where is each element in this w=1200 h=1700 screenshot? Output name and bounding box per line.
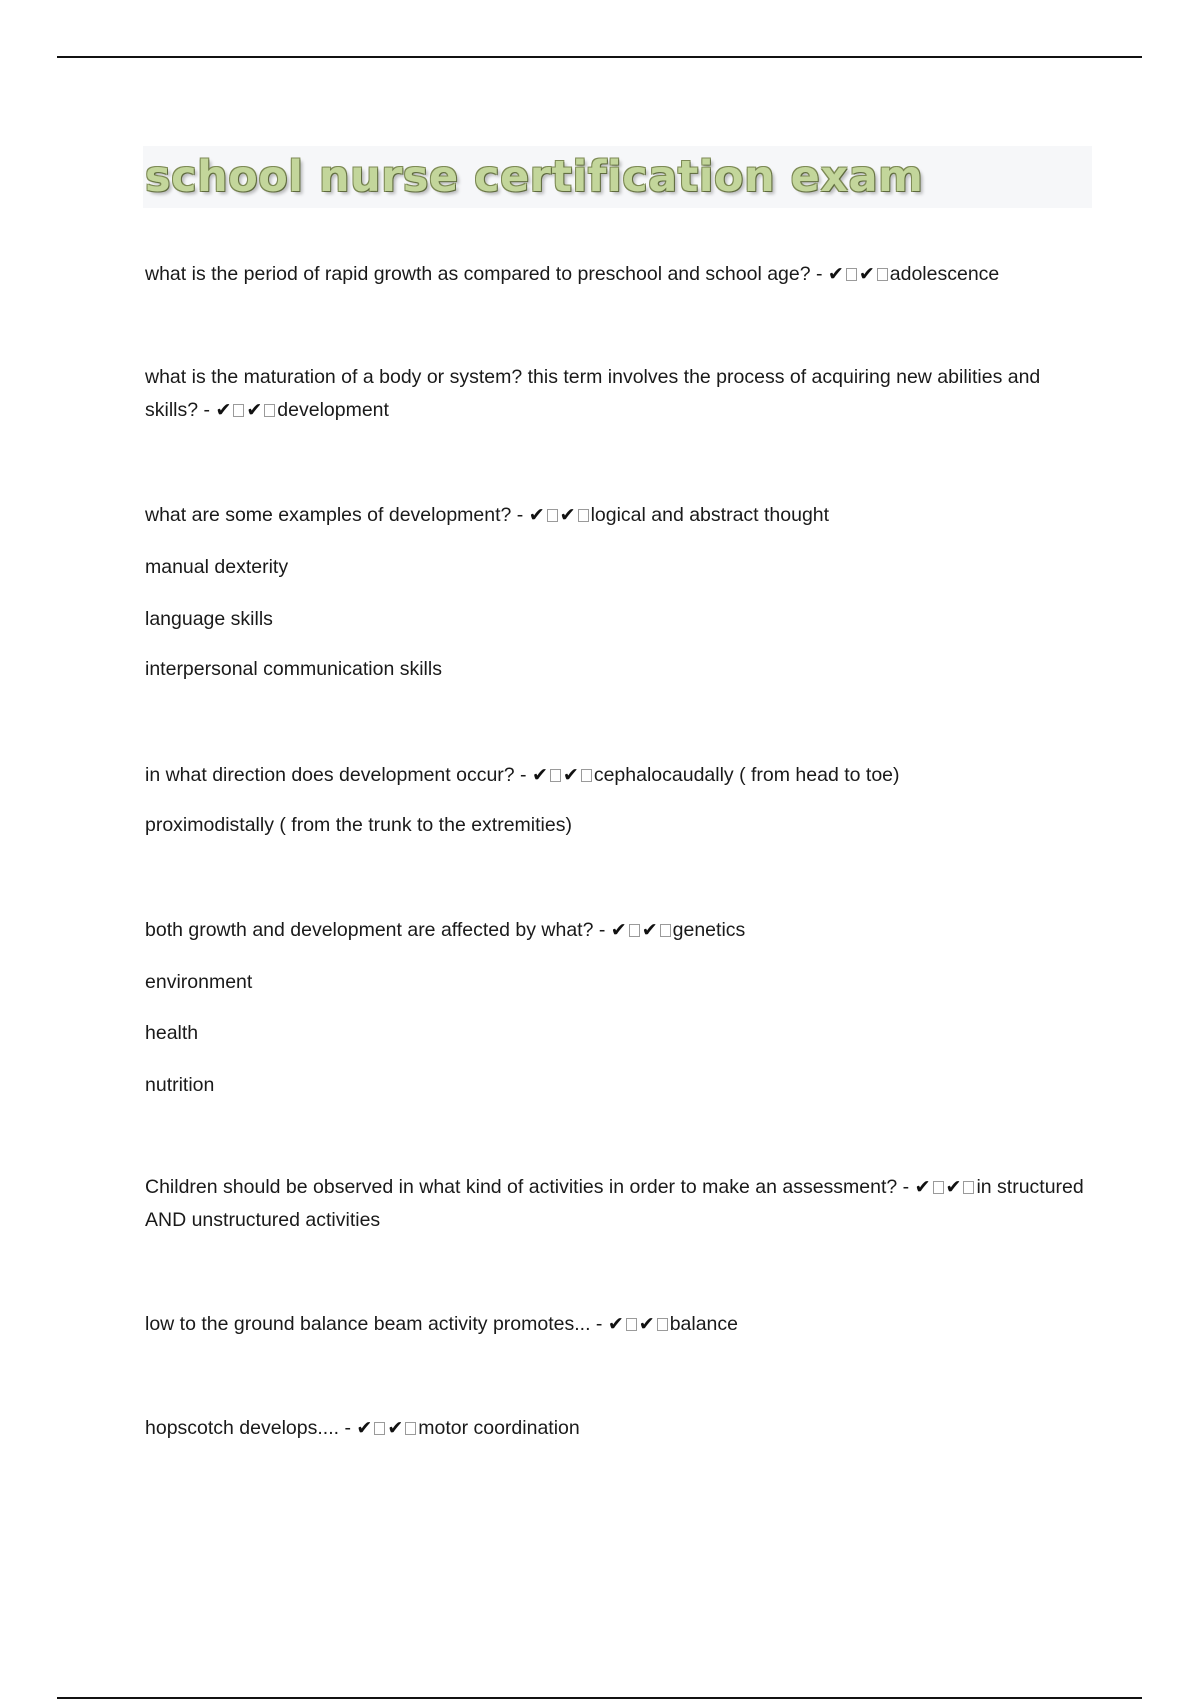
checkmark-icon: ✔ xyxy=(607,1314,624,1335)
question-text: low to the ground balance beam activity promotes... xyxy=(145,1313,591,1335)
document-title: school nurse certification exam xyxy=(145,152,924,202)
question-text: in what direction does development occur? xyxy=(145,764,515,786)
question-text: what is the period of rapid growth as compared to preschool and school age? xyxy=(145,263,811,285)
missing-glyph-box-icon xyxy=(963,1181,974,1194)
checkmark-icon: ✔ xyxy=(638,1314,655,1335)
missing-glyph-box-icon xyxy=(405,1422,416,1435)
checkmark-icon: ✔ xyxy=(559,505,576,526)
checkmark-icon: ✔ xyxy=(356,1418,373,1439)
qa-item: both growth and development are affected by what? - ✔ ✔ genetics xyxy=(145,919,746,941)
page-top-rule xyxy=(57,56,1142,58)
qa-item: what is the period of rapid growth as compared to preschool and school age? - ✔ ✔ adolescence xyxy=(145,263,1000,285)
qa-item: low to the ground balance beam activity promotes... - ✔ ✔ balance xyxy=(145,1313,738,1335)
answer-text: motor coordination xyxy=(418,1417,580,1439)
answer-continuation: nutrition xyxy=(145,1074,215,1096)
answer-continuation: health xyxy=(145,1022,199,1044)
answer-text: development xyxy=(277,399,389,421)
qa-item: in what direction does development occur? - ✔ ✔ cephalocaudally ( from head to toe) xyxy=(145,764,900,786)
answer-text: logical and abstract thought xyxy=(590,504,830,526)
checkmark-icon: ✔ xyxy=(531,765,548,786)
checkmark-icon: ✔ xyxy=(945,1177,962,1198)
checkmark-icon: ✔ xyxy=(641,920,658,941)
answer-text: balance xyxy=(669,1313,738,1335)
checkmark-icon: ✔ xyxy=(858,264,875,285)
answer-text: genetics xyxy=(672,919,746,941)
answer-continuation: environment xyxy=(145,971,253,993)
question-text: both growth and development are affected by what? xyxy=(145,919,594,941)
answer-continuation: proximodistally ( from the trunk to the extremities) xyxy=(145,814,572,836)
question-text: what is the maturation of a body or system? this term involves the process of acquiring new abilities and skills? xyxy=(145,366,1041,421)
checkmark-icon: ✔ xyxy=(914,1177,931,1198)
answer-continuation: language skills xyxy=(145,608,273,630)
answer-text: in structured AND unstructured activities xyxy=(145,1176,1084,1231)
missing-glyph-box-icon xyxy=(374,1422,385,1435)
checkmark-icon: ✔ xyxy=(246,400,263,421)
missing-glyph-box-icon xyxy=(550,769,561,782)
missing-glyph-box-icon xyxy=(846,268,857,281)
checkmark-icon: ✔ xyxy=(562,765,579,786)
title-banner xyxy=(143,146,1092,208)
missing-glyph-box-icon xyxy=(660,924,671,937)
qa-item: hopscotch develops.... - ✔ ✔ motor coordination xyxy=(145,1417,580,1439)
question-text: what are some examples of development? xyxy=(145,504,512,526)
missing-glyph-box-icon xyxy=(657,1318,668,1331)
missing-glyph-box-icon xyxy=(629,924,640,937)
answer-continuation: interpersonal communication skills xyxy=(145,658,442,680)
checkmark-icon: ✔ xyxy=(387,1418,404,1439)
answer-text: adolescence xyxy=(889,263,1000,285)
missing-glyph-box-icon xyxy=(581,769,592,782)
question-text: hopscotch develops.... xyxy=(145,1417,340,1439)
qa-item: what is the maturation of a body or system? this term involves the process of acquiring new abilities and skills? - ✔ ✔ development xyxy=(145,366,1041,421)
missing-glyph-box-icon xyxy=(264,404,275,417)
checkmark-icon: ✔ xyxy=(528,505,545,526)
missing-glyph-box-icon xyxy=(877,268,888,281)
answer-text: cephalocaudally ( from head to toe) xyxy=(593,764,900,786)
page-bottom-rule xyxy=(57,1697,1142,1699)
missing-glyph-box-icon xyxy=(547,509,558,522)
missing-glyph-box-icon xyxy=(626,1318,637,1331)
answer-continuation: manual dexterity xyxy=(145,556,289,578)
missing-glyph-box-icon xyxy=(578,509,589,522)
checkmark-icon: ✔ xyxy=(610,920,627,941)
checkmark-icon: ✔ xyxy=(215,400,232,421)
checkmark-icon: ✔ xyxy=(827,264,844,285)
missing-glyph-box-icon xyxy=(233,404,244,417)
question-text: Children should be observed in what kind of activities in order to make an assessment? xyxy=(145,1176,898,1198)
qa-item: Children should be observed in what kind of activities in order to make an assessment? - ✔ ✔ in structured AND unstructured activities xyxy=(145,1176,1084,1231)
missing-glyph-box-icon xyxy=(933,1181,944,1194)
qa-item: what are some examples of development? - ✔ ✔ logical and abstract thought xyxy=(145,504,830,526)
